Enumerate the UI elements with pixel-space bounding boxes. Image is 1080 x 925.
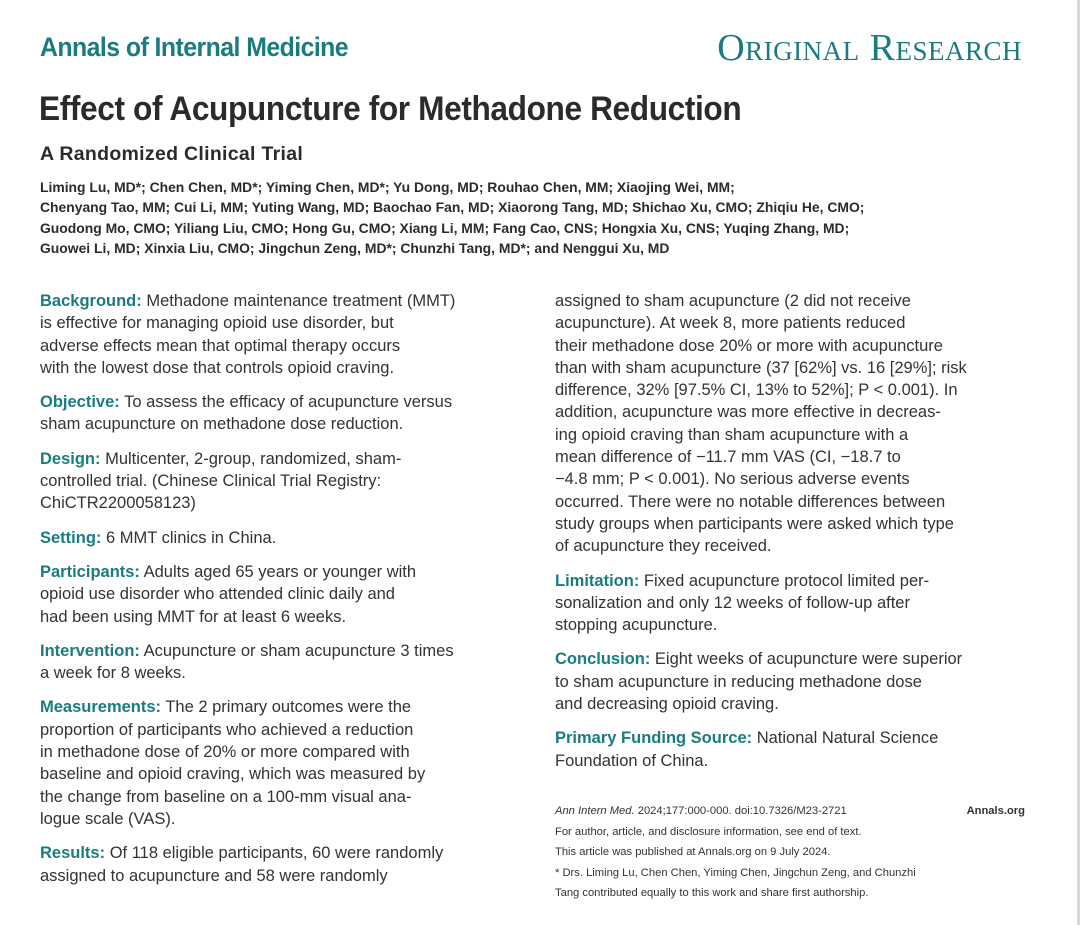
setting-label: Setting: [40,528,102,547]
author-line: Guodong Mo, CMO; Yiliang Liu, CMO; Hong Gu, CMO; Xiang Li, MM; Fang Cao, CNS; Hongxia Xu, CNS; Yuqing Zhang, MD; [40,219,850,236]
author-line: Guowei Li, MD; Xinxia Liu, CMO; Jingchun Zeng, MD*; Chunzhi Tang, MD*; and Nenggui Xu, MD [40,239,670,256]
limitation-text: Fixed acupuncture protocol limited per- [639,571,930,590]
limitation-label: Limitation: [555,571,640,590]
section-type: Original Research [717,27,1022,69]
abstract-results [40,842,510,887]
abstract-participants [40,561,510,628]
conclusion-text: and decreasing opioid craving. [555,695,779,714]
results-text: their methadone dose 20% or more with acupuncture [555,336,943,355]
background-text: adverse effects mean that optimal therapy occurs [40,336,401,355]
measurements-label: Measurements: [40,698,162,717]
abstract-results-continued [555,290,1025,558]
article-subtitle: A Randomized Clinical Trial [40,143,304,165]
journal-name: Annals of Internal Medicine [40,32,349,62]
design-text: controlled trial. (Chinese Clinical Trial Registry: [40,472,382,491]
measurements-text: baseline and opioid craving, which was measured by [40,765,426,784]
background-label: Background: [40,292,142,310]
abstract-right-column [555,290,1025,784]
abstract-funding [555,727,1025,772]
objective-text: sham acupuncture on methadone dose reduction. [40,415,404,434]
site-link[interactable]: Annals.org [966,805,1025,817]
results-text: Of 118 eligible participants, 60 were randomly [105,844,444,863]
results-text: study groups when participants were asked which type [555,514,954,533]
intervention-text: a week for 8 weeks. [40,664,186,683]
limitation-text: stopping acupuncture. [555,616,718,635]
results-text: occurred. There were no notable differences between [555,492,946,511]
conclusion-text: Eight weeks of acupuncture were superior [650,650,963,669]
info-line: Tang contributed equally to this work and share first authorship. [555,887,869,900]
funding-text: Foundation of China. [555,751,709,770]
conclusion-label: Conclusion: [555,650,651,669]
abstract-limitation [555,570,1025,637]
funding-text: National Natural Science [752,729,939,748]
abstract-background [40,290,510,379]
funding-label: Primary Funding Source: [555,729,753,748]
results-text: −4.8 mm; P < 0.001). No serious adverse events [555,470,910,489]
abstract-left-column [40,290,510,899]
abstract-objective [40,391,510,436]
background-text: Methadone maintenance treatment (MMT) [141,292,456,310]
intervention-text: Acupuncture or sham acupuncture 3 times [139,641,454,660]
results-label: Results: [40,844,106,863]
design-label: Design: [40,449,101,468]
measurements-text: in methadone dose of 20% or more compared with [40,743,410,762]
participants-label: Participants: [40,562,140,581]
article-title: Effect of Acupuncture for Methadone Reduction [39,90,742,128]
abstract-design [40,448,510,515]
author-line: Chenyang Tao, MM; Cui Li, MM; Yuting Wang, MD; Baochao Fan, MD; Xiaorong Tang, MD; Shichao Xu, CMO; Zhiqiu He, CMO; [40,199,865,216]
results-text: than with sham acupuncture (37 [62%] vs. 16 [29%]; risk [555,358,967,377]
info-line: For author, article, and disclosure information, see end of text. [555,825,862,838]
results-text: assigned to sham acupuncture (2 did not receive [555,292,911,310]
results-text: ing opioid craving than sham acupuncture with a [555,425,909,444]
results-text: addition, acupuncture was more effective in decreas- [555,403,941,422]
background-text: with the lowest dose that controls opioid craving. [40,358,395,377]
results-text: difference, 32% [97.5% CI, 13% to 52%]; P < 0.001). In [555,381,958,400]
conclusion-text: to sham acupuncture in reducing methadone dose [555,672,922,691]
abstract-intervention [40,640,510,685]
info-line: This article was published at Annals.org on 9 July 2024. [555,846,831,859]
citation-journal: Ann Intern Med. [555,805,635,817]
abstract-conclusion [555,648,1025,715]
participants-text: opioid use disorder who attended clinic daily and [40,585,395,604]
background-text: is effective for managing opioid use disorder, but [40,314,394,333]
measurements-text: the change from baseline on a 100-mm visual ana- [40,787,412,806]
intervention-label: Intervention: [40,641,140,660]
info-line: * Drs. Liming Lu, Chen Chen, Yiming Chen, Jingchun Zeng, and Chunzhi [555,866,916,879]
objective-label: Objective: [40,393,120,412]
results-text: assigned to acupuncture and 58 were randomly [40,866,388,885]
citation-details: 2024;177:000-000. doi:10.7326/M23-2721 [634,805,847,817]
citation [555,801,847,822]
measurements-text: proportion of participants who achieved a reduction [40,720,414,739]
abstract-measurements [40,696,510,830]
design-text: Multicenter, 2-group, randomized, sham- [100,449,402,468]
author-line: Liming Lu, MD*; Chen Chen, MD*; Yiming Chen, MD*; Yu Dong, MD; Rouhao Chen, MM; Xiaojing Wei, MM; [40,179,735,195]
citation-row [555,801,1025,822]
limitation-text: sonalization and only 12 weeks of follow-up after [555,593,910,612]
results-text: acupuncture). At week 8, more patients reduced [555,314,906,333]
article-metadata [555,801,1025,904]
measurements-text: logue scale (VAS). [40,809,176,828]
author-list [40,177,1040,258]
participants-text: had been using MMT for at least 6 weeks. [40,607,347,626]
results-text: of acupuncture they received. [555,537,772,556]
abstract-setting [40,527,510,549]
participants-text: Adults aged 65 years or younger with [139,562,417,581]
results-text: mean difference of −11.7 mm VAS (CI, −18.7 to [555,448,901,467]
measurements-text: The 2 primary outcomes were the [161,698,412,717]
setting-text: 6 MMT clinics in China. [101,528,277,547]
objective-text: To assess the efficacy of acupuncture versus [119,393,453,412]
design-text: ChiCTR2200058123) [40,494,196,513]
